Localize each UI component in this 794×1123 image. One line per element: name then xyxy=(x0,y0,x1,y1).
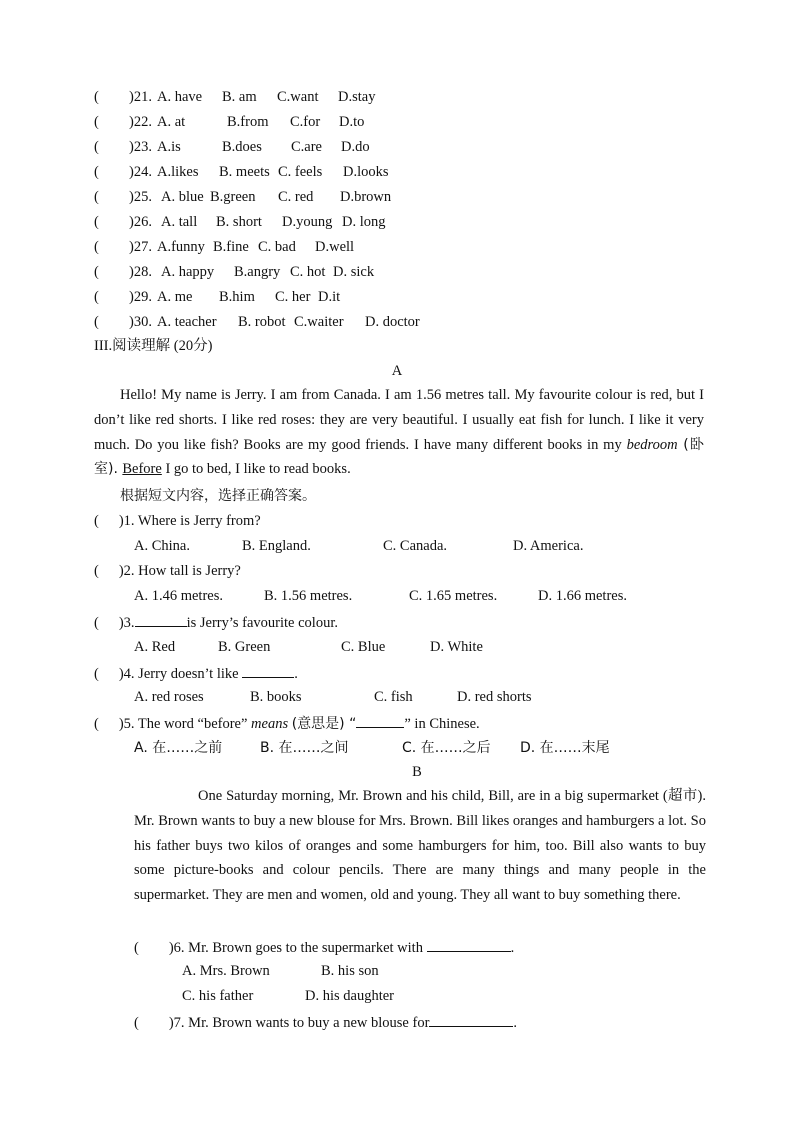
question-number: )28. xyxy=(129,264,152,280)
option-d[interactable]: D. 1.66 metres. xyxy=(538,588,627,604)
option-b[interactable]: B.angry xyxy=(234,264,281,280)
option-b[interactable]: B. England. xyxy=(242,538,311,554)
option-c[interactable]: C. Blue xyxy=(341,639,386,655)
option-d[interactable]: D.well xyxy=(315,239,355,255)
answer-paren[interactable]: ( xyxy=(94,289,99,305)
option-b[interactable]: B. Green xyxy=(218,639,271,655)
option-c[interactable]: C. 在……之后 xyxy=(402,740,491,756)
option-d[interactable]: D. long xyxy=(342,214,386,230)
option-d[interactable]: D.to xyxy=(339,114,365,130)
option-a[interactable]: A. China. xyxy=(134,538,190,554)
option-d[interactable]: D. red shorts xyxy=(457,689,532,705)
fill-blank[interactable] xyxy=(429,1012,513,1027)
answer-paren[interactable]: ( xyxy=(94,214,99,230)
question-stem: )3. xyxy=(118,615,135,631)
option-a[interactable]: A.funny xyxy=(157,239,205,255)
option-d[interactable]: D.looks xyxy=(343,164,389,180)
option-c[interactable]: C. hot xyxy=(290,264,326,280)
answer-paren[interactable]: ( xyxy=(94,666,99,682)
option-a[interactable]: A. Mrs. Brown xyxy=(182,963,270,979)
question-number: )27. xyxy=(129,239,152,255)
question-number: )22. xyxy=(129,114,152,130)
question-number: )26. xyxy=(129,214,152,230)
option-a[interactable]: A. teacher xyxy=(157,314,217,330)
option-b[interactable]: B. his son xyxy=(321,963,379,979)
answer-paren[interactable]: ( xyxy=(94,513,99,529)
option-a[interactable]: A. at xyxy=(157,114,186,130)
answer-paren[interactable]: ( xyxy=(94,264,99,280)
question-3 xyxy=(94,612,338,632)
question-stem: )7. Mr. Brown wants to buy a new blouse for xyxy=(168,1015,430,1031)
option-c[interactable]: C.want xyxy=(277,89,319,105)
option-d[interactable]: D. White xyxy=(430,639,483,655)
passage-a-text-part: Hello! My name is Jerry. I am from Canada. I am 1.56 metres tall. My favourite colour is red, but I don’t like red shorts. I like red roses: they are very beautiful. I usually eat fish for lunch. I like it very much. Do you like fish? Books are my good friends. I have many different books in my xyxy=(94,387,704,453)
question-stem-end: . xyxy=(513,1015,518,1031)
question-number: )23. xyxy=(129,139,152,155)
question-number: )25. xyxy=(129,189,152,205)
option-c[interactable]: C. fish xyxy=(374,689,413,705)
option-a[interactable]: A. red roses xyxy=(134,689,204,705)
option-c[interactable]: D.young xyxy=(282,214,333,230)
question-stem: )4. Jerry doesn’t like xyxy=(118,666,239,682)
question-5 xyxy=(94,713,480,733)
answer-paren[interactable]: ( xyxy=(94,89,99,105)
option-d[interactable]: D. America. xyxy=(513,538,584,554)
question-stem: )5. The word “before” xyxy=(118,716,248,732)
option-c[interactable]: C.for xyxy=(290,114,321,130)
option-d[interactable]: D. 在……末尾 xyxy=(520,740,610,756)
answer-paren[interactable]: ( xyxy=(94,314,99,330)
word-before: Before xyxy=(122,461,162,478)
option-a[interactable]: A. 在……之前 xyxy=(134,740,223,756)
option-c[interactable]: C. bad xyxy=(258,239,296,255)
answer-paren[interactable]: ( xyxy=(94,139,99,155)
option-d[interactable]: D.stay xyxy=(338,89,376,105)
question-2 xyxy=(94,562,241,580)
question-stem: )6. Mr. Brown goes to the supermarket with xyxy=(168,940,423,956)
question-stem-end: . xyxy=(294,666,298,682)
option-b[interactable]: B.him xyxy=(219,289,255,305)
answer-paren[interactable]: ( xyxy=(94,563,99,579)
option-a[interactable]: A. me xyxy=(157,289,193,305)
option-d[interactable]: D. doctor xyxy=(365,314,420,330)
option-a[interactable]: A. have xyxy=(157,89,203,105)
answer-paren[interactable]: ( xyxy=(94,164,99,180)
option-a[interactable]: A. tall xyxy=(161,214,198,230)
option-c[interactable]: C. red xyxy=(278,189,314,205)
option-b[interactable]: B. 1.56 metres. xyxy=(264,588,353,604)
option-c[interactable]: C. Canada. xyxy=(383,538,448,554)
question-stem-end: is Jerry’s favourite colour. xyxy=(186,615,338,631)
question-stem-end: ” in Chinese. xyxy=(404,716,480,732)
instruction: 根据短文内容，选择正确答案。 xyxy=(120,488,316,504)
passage-b-label: B xyxy=(412,764,422,780)
question-number: )24. xyxy=(129,164,152,180)
option-b[interactable]: B. short xyxy=(216,214,262,230)
question-number: )30. xyxy=(129,314,152,330)
option-c[interactable]: C. his father xyxy=(182,988,254,1004)
answer-paren[interactable]: ( xyxy=(134,1015,139,1031)
passage-a-label: A xyxy=(391,363,403,379)
question-stem: )1. Where is Jerry from? xyxy=(118,513,261,529)
option-b[interactable]: B. robot xyxy=(238,314,286,330)
option-b[interactable]: B. meets xyxy=(219,164,270,180)
passage-a-text-part: I go to bed, I like to read books. xyxy=(161,461,351,478)
option-a[interactable]: A.is xyxy=(157,139,181,155)
question-stem-mid: (意思是) “ xyxy=(291,716,357,732)
option-b[interactable]: B.green xyxy=(210,189,256,205)
answer-paren[interactable]: ( xyxy=(94,615,99,631)
option-a[interactable]: A. happy xyxy=(161,264,215,280)
word-means: means xyxy=(251,716,289,732)
fill-blank[interactable] xyxy=(427,937,511,952)
option-a[interactable]: A. Red xyxy=(134,639,176,655)
option-b[interactable]: B.from xyxy=(227,114,269,130)
option-b[interactable]: B.does xyxy=(222,139,262,155)
option-c[interactable]: C. feels xyxy=(278,164,323,180)
option-d[interactable]: D.brown xyxy=(340,189,392,205)
option-b[interactable]: B. am xyxy=(222,89,257,105)
option-b[interactable]: B.fine xyxy=(213,239,249,255)
fill-blank[interactable] xyxy=(242,663,294,678)
passage-a-text xyxy=(94,383,704,482)
option-c[interactable]: C. 1.65 metres. xyxy=(409,588,498,604)
option-b[interactable]: B. 在……之间 xyxy=(260,740,349,756)
question-number: )29. xyxy=(129,289,152,305)
answer-paren[interactable]: ( xyxy=(94,114,99,130)
fill-blank[interactable] xyxy=(356,713,404,728)
word-bedroom: bedroom xyxy=(626,436,678,453)
question-6 xyxy=(134,937,514,957)
option-c[interactable]: C.are xyxy=(291,139,322,155)
option-d[interactable]: D.it xyxy=(318,289,341,305)
option-d[interactable]: D. sick xyxy=(333,264,375,280)
section-heading: III.阅读理解 (20分) xyxy=(94,338,213,354)
option-c[interactable]: C. her xyxy=(275,289,311,305)
answer-paren[interactable]: ( xyxy=(94,239,99,255)
option-a[interactable]: A. 1.46 metres. xyxy=(134,588,223,604)
question-stem-end: . xyxy=(510,940,515,956)
answer-paren[interactable]: ( xyxy=(134,940,139,956)
option-a[interactable]: A. blue xyxy=(161,189,204,205)
option-d[interactable]: D.do xyxy=(341,139,370,155)
question-7 xyxy=(134,1012,517,1032)
answer-paren[interactable]: ( xyxy=(94,189,99,205)
question-4 xyxy=(94,663,298,683)
option-c[interactable]: C.waiter xyxy=(294,314,344,330)
answer-paren[interactable]: ( xyxy=(94,716,99,732)
option-b[interactable]: B. books xyxy=(250,689,302,705)
question-stem: )2. How tall is Jerry? xyxy=(118,563,241,579)
option-a[interactable]: A.likes xyxy=(157,164,199,180)
passage-a-text-part: (卧室). xyxy=(94,436,704,478)
passage-b-text: One Saturday morning, Mr. Brown and his child, Bill, are in a big supermarket (超市). Mr. Brown wants to buy a new blouse for Mrs. Brown. Bill likes oranges and hamburgers a lot. So his father buys two kilos of oranges and some hamburgers for him, too. Bill also wants to buy some picture-books and colour pencils. There are many things and many people in the supermarket. They are men and women, old and young. They all want to buy something there. xyxy=(134,788,706,904)
question-1 xyxy=(94,512,261,530)
fill-blank[interactable] xyxy=(135,612,187,627)
option-d[interactable]: D. his daughter xyxy=(305,988,394,1004)
question-number: )21. xyxy=(129,89,152,105)
